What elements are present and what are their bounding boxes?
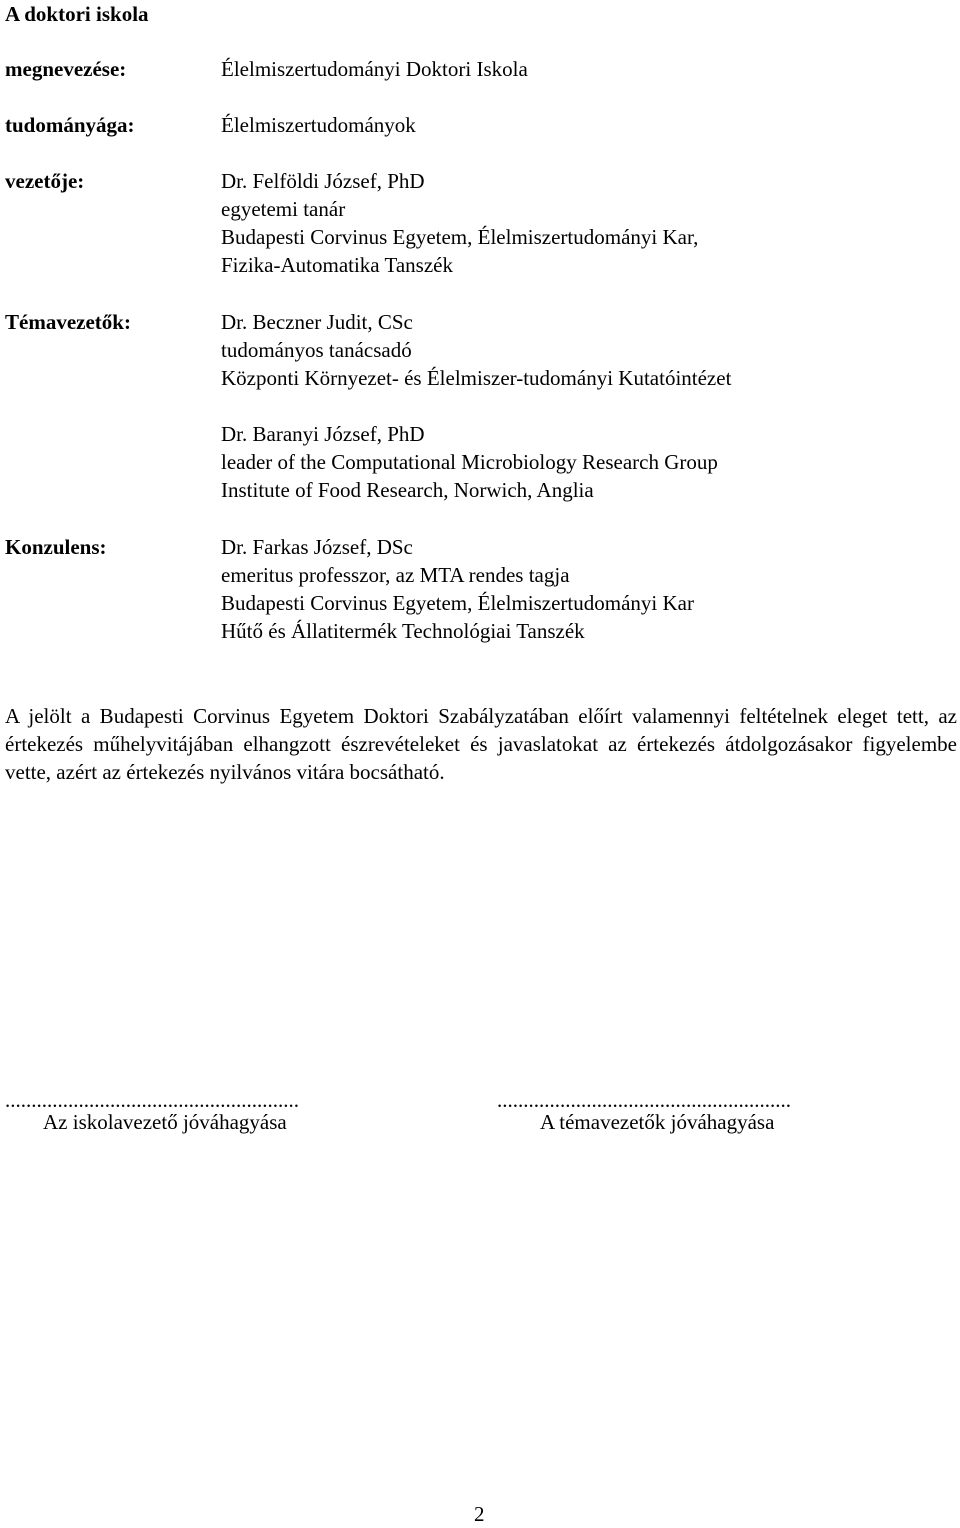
consultant-label: Konzulens: <box>5 535 107 559</box>
left-signature-line: ........................................................ <box>5 1088 299 1112</box>
left-signature-label: Az iskolavezető jóváhagyása <box>43 1110 287 1134</box>
right-signature-label: A témavezetők jóváhagyása <box>540 1110 775 1134</box>
supervisor-1-title: tudományos tanácsadó <box>221 338 412 362</box>
school-leader-title: egyetemi tanár <box>221 197 346 221</box>
school-field-value: Élelmiszertudományok <box>221 113 416 137</box>
school-leader-affiliation: Budapesti Corvinus Egyetem, Élelmiszertudományi Kar, <box>221 225 699 249</box>
supervisor-2-title: leader of the Computational Microbiology Research Group <box>221 450 718 474</box>
consultant-name: Dr. Farkas József, DSc <box>221 535 413 559</box>
school-name-label: megnevezése: <box>5 57 127 81</box>
consultant-department: Hűtő és Állatitermék Technológiai Tanszék <box>221 619 585 643</box>
section-title: A doktori iskola <box>5 2 149 26</box>
school-name-value: Élelmiszertudományi Doktori Iskola <box>221 57 528 81</box>
supervisor-2-affiliation: Institute of Food Research, Norwich, Anglia <box>221 478 594 502</box>
supervisors-label: Témavezetők: <box>5 310 131 334</box>
supervisor-1-affiliation: Központi Környezet- és Élelmiszer-tudományi Kutatóintézet <box>221 366 732 390</box>
school-leader-label: vezetője: <box>5 169 85 193</box>
school-field-label: tudományága: <box>5 113 135 137</box>
consultant-affiliation: Budapesti Corvinus Egyetem, Élelmiszertudományi Kar <box>221 591 694 615</box>
approval-statement: A jelölt a Budapesti Corvinus Egyetem Doktori Szabályzatában előírt valamennyi feltételnek eleget tett, az értekezés műhelyvitájában elhangzott észrevételeket és javaslatokat az értekezés átdolgozásakor figyelembe vette, azért az értekezés nyilvános vitára bocsátható. <box>5 704 957 784</box>
consultant-title: emeritus professzor, az MTA rendes tagja <box>221 563 570 587</box>
supervisor-2-name: Dr. Baranyi József, PhD <box>221 422 425 446</box>
right-signature-line: ........................................................ <box>497 1088 791 1112</box>
school-leader-name: Dr. Felföldi József, PhD <box>221 169 425 193</box>
supervisor-1-name: Dr. Beczner Judit, CSc <box>221 310 413 334</box>
school-leader-department: Fizika-Automatika Tanszék <box>221 253 453 277</box>
page-number: 2 <box>474 1502 485 1526</box>
